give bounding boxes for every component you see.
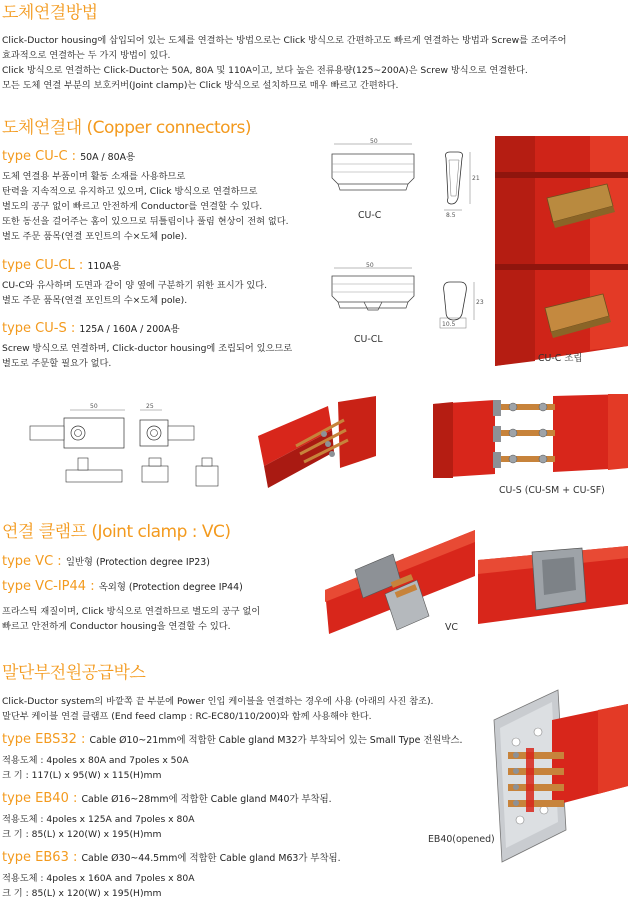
cu-cl-description [2, 278, 267, 308]
type-eb40-heading: type EB40 : Cable Ø16~28mm에 적합한 Cable gland M40가 부착됨. [2, 791, 332, 806]
dim-label: 23 [476, 299, 484, 306]
dim-label: 8.5 [446, 212, 456, 219]
text-line: 빠르고 안전하게 Conductor housing을 연결할 수 있다. [2, 621, 231, 632]
text-line: CU-C와 유사하며 도면과 같이 양 옆에 구분하기 위한 표시가 있다. [2, 280, 268, 291]
connection-method-description [2, 33, 566, 93]
cu-s-rail-photo [258, 396, 376, 492]
text-line: 효과적으로 연결하는 두 가지 방법이 있다. [2, 50, 171, 61]
type-ebs32-heading: type EBS32 : Cable Ø10~21mm에 적합한 Cable gland M32가 부착되어 있는 Small Type 전원박스. [2, 732, 463, 747]
type-label: type EBS32 [2, 732, 77, 747]
text-line: 별도 주문 품목(연결 포인트의 수×도체 pole). [2, 231, 188, 242]
cu-c-description [2, 169, 289, 244]
text-line: Click-Ductor system의 바깥쪽 끝 부분에 Power 인입 케이블을 연결하는 경우에 사용 (아래의 사진 참조). [2, 696, 434, 707]
section-title-copper-connectors: 도체연결대 (Copper connectors) [2, 118, 251, 138]
spec-line: 크 기 : 85(L) x 120(W) x 195(H)mm [2, 829, 162, 840]
joint-clamp-description [2, 604, 260, 634]
cu-s-drawing [30, 400, 225, 495]
cu-c-assembly-caption: CU-C 조립 [538, 353, 583, 364]
spec-line: 적용도체 : 4poles x 125A and 7poles x 80A [2, 814, 195, 825]
type-value: 125A / 160A / 200A용 [79, 324, 180, 335]
spec-line: 크 기 : 117(L) x 95(W) x 115(H)mm [2, 770, 162, 781]
type-value: 50A / 80A용 [80, 152, 136, 163]
text-line: Click-Ductor housing에 삽입되어 있는 도체를 연결하는 방법으로는 Click 방식으로 간편하고도 빠르게 연결하는 방법과 Screw를 조여주어 [2, 35, 567, 46]
type-cu-c-heading: type CU-C : 50A / 80A용 [2, 149, 136, 164]
dim-label: 21 [472, 175, 480, 182]
type-label: type CU-S [2, 321, 67, 336]
section-title-connection-method: 도체연결방법 [2, 3, 98, 23]
type-vc-ip44-heading: type VC-IP44 : 옥외형 (Protection degree IP44) [2, 579, 243, 594]
dim-label: 25 [146, 403, 154, 410]
cu-s-description [2, 341, 292, 371]
text-line: 별도의 공구 없이 빠르고 안전하게 Conductor를 연결할 수 있다. [2, 201, 263, 212]
dim-label: 10.5 [442, 321, 456, 328]
type-label: type EB63 [2, 850, 69, 865]
cu-c-caption: CU-C [358, 210, 382, 221]
cu-s-caption: CU-S (CU-SM + CU-SF) [499, 485, 605, 496]
cu-cl-caption: CU-CL [354, 334, 383, 345]
type-label: type EB40 [2, 791, 69, 806]
text-line: 탄력을 지속적으로 유지하고 있으며, Click 방식으로 연결하므로 [2, 186, 258, 197]
section-title-joint-clamp: 연결 클램프 (Joint clamp : VC) [2, 522, 231, 542]
text-line: 모든 도체 연결 부분의 보호커버(Joint clamp)는 Click 방식으로 설치하므로 매우 빠르고 간편하다. [2, 80, 399, 91]
ebs32-specs [2, 753, 189, 783]
vc-photo-open [325, 530, 475, 635]
text-line: Click 방식으로 연결하는 Click-Ductor는 50A, 80A 및 110A이고, 보다 높은 전류용량(125~200A)은 Screw 방식으로 연결한다. [2, 65, 528, 76]
type-value: 옥외형 (Protection degree IP44) [98, 582, 243, 593]
type-label: type CU-C [2, 149, 68, 164]
type-eb63-heading: type EB63 : Cable Ø30~44.5mm에 적합한 Cable gland M63가 부착됨. [2, 850, 341, 865]
type-value: Cable Ø16~28mm에 적합한 Cable gland M40가 부착됨. [81, 794, 332, 805]
text-line: 프라스틱 재질이며, Click 방식으로 연결하므로 별도의 공구 없이 [2, 606, 261, 617]
type-label: type CU-CL [2, 258, 75, 273]
cu-s-photo [433, 394, 628, 479]
vc-photo-closed [478, 540, 628, 625]
type-label: type VC-IP44 [2, 579, 87, 594]
type-vc-heading: type VC : 일반형 (Protection degree IP23) [2, 554, 210, 569]
type-value: Cable Ø10~21mm에 적합한 Cable gland M32가 부착되어 있는 Small Type 전원박스. [89, 735, 463, 746]
type-value: Cable Ø30~44.5mm에 적합한 Cable gland M63가 부착됨. [81, 853, 341, 864]
text-line: 또한 동선을 걸어주는 홈이 있으므로 뒤틀림이나 풀림 현상이 전혀 없다. [2, 216, 289, 227]
dim-label: 50 [90, 403, 98, 410]
cu-c-assembly-photo [495, 136, 628, 366]
text-line: Screw 방식으로 연결하며, Click-ductor housing에 조립되어 있으므로 [2, 343, 293, 354]
spec-line: 적용도체 : 4poles x 160A and 7poles x 80A [2, 873, 195, 884]
type-cu-s-heading: type CU-S : 125A / 160A / 200A용 [2, 321, 180, 336]
spec-line: 크 기 : 85(L) x 120(W) x 195(H)mm [2, 888, 162, 899]
vc-caption: VC [445, 622, 458, 633]
dim-label: 50 [366, 262, 374, 269]
cu-c-drawing [318, 138, 488, 224]
dim-label: 50 [370, 138, 378, 145]
type-label: type VC [2, 554, 54, 569]
text-line: 도체 연결용 부품이며 활동 소재를 사용하므로 [2, 171, 186, 182]
type-cu-cl-heading: type CU-CL : 110A용 [2, 258, 121, 273]
text-line: 별도 주문 품목(연결 포인트의 수×도체 pole). [2, 295, 188, 306]
type-value: 110A용 [87, 261, 121, 272]
type-value: 일반형 (Protection degree IP23) [65, 557, 210, 568]
eb40-caption: EB40(opened) [428, 834, 495, 845]
spec-line: 적용도체 : 4poles x 80A and 7poles x 50A [2, 755, 189, 766]
text-line: 말단부 케이블 연결 클램프 (End feed clamp : RC-EC80/110/200)와 함께 사용해야 한다. [2, 711, 372, 722]
eb63-specs [2, 871, 195, 901]
end-feed-description [2, 694, 433, 724]
eb40-opened-photo [486, 690, 628, 865]
cu-cl-drawing [318, 262, 488, 342]
text-line: 별도로 주문할 필요가 없다. [2, 358, 112, 369]
section-title-end-feed-box: 말단부전원공급박스 [2, 663, 146, 683]
eb40-specs [2, 812, 195, 842]
